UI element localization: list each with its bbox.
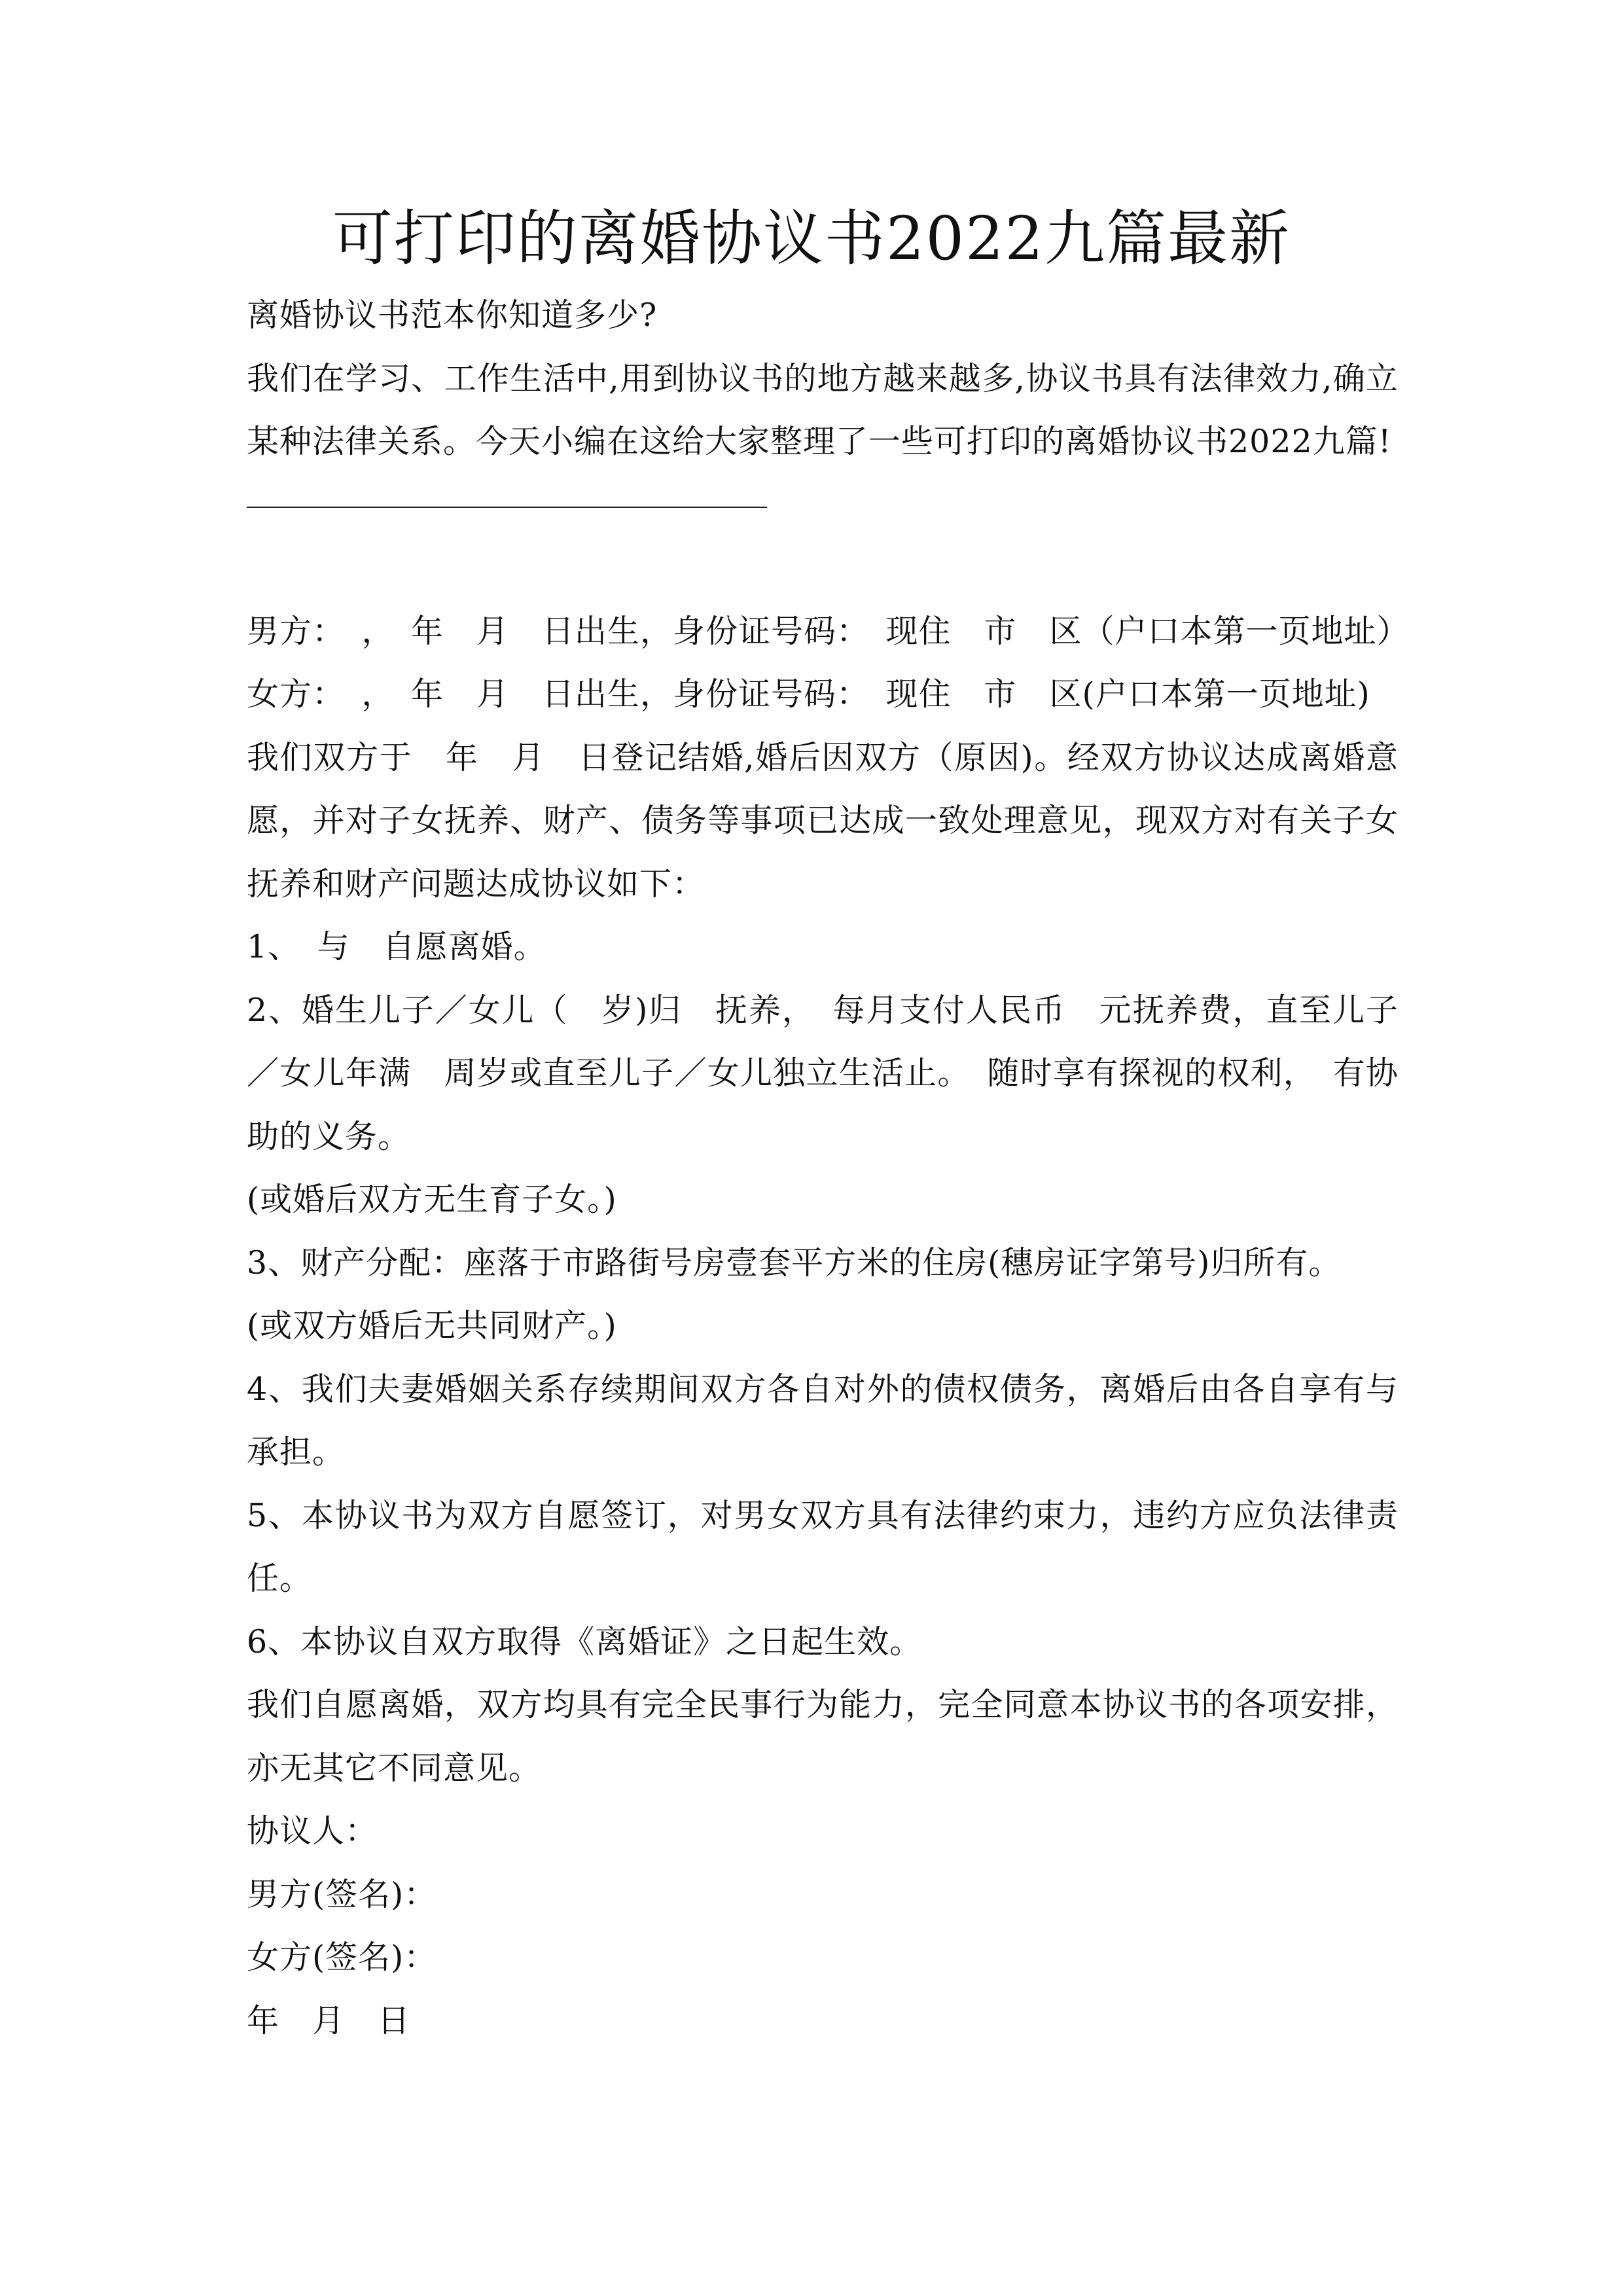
intro-question: 离婚协议书范本你知道多少? — [247, 296, 658, 334]
separator-line — [247, 474, 1399, 537]
clause-4: 4、我们夫妻婚姻关系存续期间双方各自对外的债权债务，离婚后由各自享有与承担。 — [247, 1370, 1399, 1471]
signature-date: 年 月 日 — [247, 2001, 411, 2039]
agreement-preamble: 我们双方于 年 月 日登记结婚,婚后因双方（原因)。经双方协议达成离婚意愿，并对子女抚养、财产、债务等事项已达成一致处理意见，现双方对有关子女抚养和财产问题达成协议如下： — [247, 738, 1399, 903]
intro-description: 我们在学习、工作生活中,用到协议书的地方越来越多,协议书具有法律效力,确立某种法律关系。今天小编在这给大家整理了一些可打印的离婚协议书2022九篇! — [247, 359, 1399, 460]
clause-1: 1、 与 自愿离婚。 — [247, 928, 546, 965]
clause-6: 6、本协议自双方取得《离婚证》之日起生效。 — [247, 1623, 923, 1660]
clause-3: 3、财产分配：座落于市路街号房壹套平方米的住房(穗房证字第号)归所有。 — [247, 1244, 1342, 1282]
document-title: 可打印的离婚协议书2022九篇最新 — [332, 204, 1291, 274]
signatories-label: 协议人： — [247, 1812, 378, 1850]
male-party-info: 男方： ， 年 月 日出生，身份证号码： 现住 市 区（户口本第一页地址） — [247, 612, 1410, 650]
clause-2-alternative: (或婚后双方无生育子女。) — [247, 1181, 617, 1218]
closing-statement: 我们自愿离婚，双方均具有完全民事行为能力，完全同意本协议书的各项安排，亦无其它不同意见。 — [247, 1686, 1399, 1787]
female-party-info: 女方： ， 年 月 日出生，身份证号码： 现住 市 区(户口本第一页地址) — [247, 675, 1370, 713]
document-body — [247, 284, 1410, 2053]
blank-line — [247, 537, 1399, 600]
male-signature-line: 男方(签名)： — [247, 1875, 437, 1913]
female-signature-line: 女方(签名)： — [247, 1939, 437, 1976]
clause-5: 5、本协议书为双方自愿签订，对男女双方具有法律约束力，违约方应负法律责任。 — [247, 1496, 1399, 1597]
clause-3-alternative: (或双方婚后无共同财产。) — [247, 1307, 617, 1344]
clause-2: 2、婚生儿子／女儿（ 岁)归 抚养， 每月支付人民币 元抚养费，直至儿子／女儿年满 周岁或直至儿子／女儿独立生活止。 随时享有探视的权利， 有协助的义务。 — [247, 991, 1399, 1155]
